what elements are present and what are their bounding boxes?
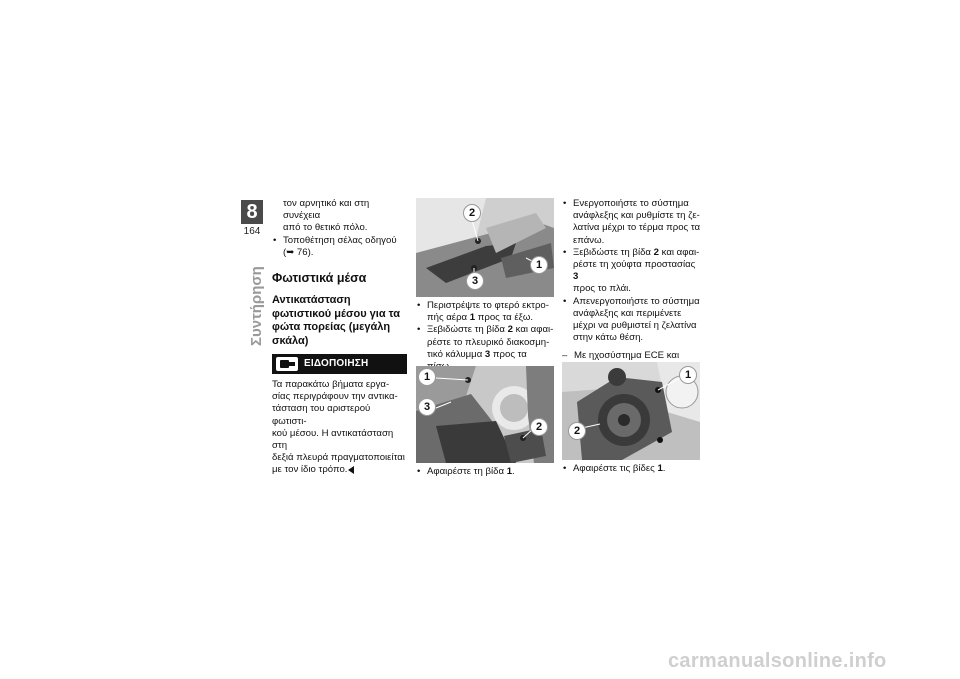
page-ref-arrow-icon: ➥ bbox=[286, 246, 295, 258]
notice-text-line: σίας περιγράφουν την αντικα- bbox=[272, 391, 398, 403]
text-span: προς τα έξω. bbox=[475, 312, 534, 324]
part-ref: 1 bbox=[657, 463, 663, 474]
column-2-bottom bbox=[416, 466, 554, 478]
subsection-heading-line: φωτιστικού μέσου για τα bbox=[272, 307, 401, 320]
bullet-line bbox=[573, 247, 702, 259]
bullet-line bbox=[573, 259, 702, 283]
text-span: και αφαι- bbox=[658, 246, 700, 258]
text-span: Ξεβιδώστε τη βίδα bbox=[427, 324, 508, 336]
bullet-line: • Περιστρέψτε το φτερό εκτρο- bbox=[427, 300, 549, 311]
callout-label: 2 bbox=[530, 418, 548, 436]
bullet-line: ρέστε το πλευρικό διακοσμη- bbox=[427, 336, 550, 348]
text-span: Ξεβιδώστε τη βίδα bbox=[573, 246, 654, 258]
bullet-line bbox=[427, 324, 554, 336]
bullet-line: επάνω. bbox=[573, 234, 605, 246]
callout-label: 3 bbox=[418, 398, 436, 416]
notice-text-line: κού μέσου. Η αντικατάσταση στη bbox=[272, 427, 394, 452]
column-3-bottom bbox=[562, 463, 702, 475]
chapter-title-vertical bbox=[248, 236, 268, 346]
subsection-heading bbox=[272, 294, 407, 348]
part-ref: 1 bbox=[469, 312, 476, 324]
text-span: και αφαι- bbox=[512, 324, 554, 336]
notice-text-last: με τον ίδιο τρόπο. bbox=[272, 464, 348, 476]
bullet-item bbox=[562, 296, 702, 345]
bullet-item bbox=[562, 247, 702, 296]
part-ref: 1 bbox=[506, 466, 513, 477]
section-heading: Φωτιστικά μέσα bbox=[272, 271, 367, 286]
text-span: τικό κάλυμμα bbox=[427, 348, 485, 360]
bullet-item bbox=[562, 463, 702, 475]
page-number: 164 bbox=[243, 226, 261, 237]
subsection-heading-line: Αντικατάσταση bbox=[272, 294, 351, 307]
photo-1-illustration bbox=[416, 198, 554, 297]
notice-text-line: δεξιά πλευρά πραγματοποιείται bbox=[272, 452, 405, 464]
bullet-line: μέχρι να ρυθμιστεί η ζελατίνα bbox=[573, 320, 697, 332]
text-span: . bbox=[512, 466, 515, 477]
bullet-item bbox=[416, 300, 554, 324]
bullet-item bbox=[562, 198, 702, 247]
part-ref: 3 bbox=[484, 348, 491, 360]
column-2 bbox=[416, 300, 554, 373]
subsection-heading-line: φώτα πορείας (μεγάλη bbox=[272, 321, 391, 334]
bullet-line bbox=[283, 247, 407, 259]
bullet-item bbox=[416, 466, 554, 478]
notice-label: ΕΙΔΟΠΟΙΗΣΗ bbox=[304, 357, 369, 369]
bullet-line: προς το πλάι. bbox=[573, 283, 631, 295]
subsection-heading-line: σκάλα) bbox=[272, 334, 309, 347]
page-ref-number: 76). bbox=[294, 246, 314, 258]
part-ref: 2 bbox=[507, 324, 513, 336]
callout-label: 2 bbox=[568, 422, 586, 440]
notice-text-line bbox=[272, 464, 407, 476]
bullet-line: λατίνα μέχρι το τέρμα προς τα bbox=[573, 222, 701, 234]
callout-label: 1 bbox=[530, 256, 548, 274]
chapter-number-tab: 8 bbox=[241, 200, 263, 224]
bullet-line: ανάφλεξης και ρυθμίστε τη ζε- bbox=[573, 210, 700, 222]
callout-label: 3 bbox=[466, 272, 484, 290]
photo-windshield-deflector bbox=[416, 198, 554, 297]
bullet-line: στην κάτω θέση. bbox=[573, 332, 644, 344]
text-span: Αφαιρέστε τη βίδα bbox=[427, 466, 507, 477]
notice-text-line: Τα παρακάτω βήματα εργα- bbox=[272, 379, 390, 391]
callout-label: 1 bbox=[679, 366, 697, 384]
text-span: . bbox=[662, 463, 666, 474]
photo-speaker-screws bbox=[562, 362, 700, 460]
bullet-line: • Απενεργοποιήστε το σύστημα bbox=[573, 295, 700, 307]
text-span: προς τα bbox=[492, 348, 527, 360]
continued-text-line: από το θετικό πόλο. bbox=[283, 222, 368, 234]
part-ref: 2 bbox=[653, 246, 659, 258]
condition-line: – Με ηχοσύστημα ECE και bbox=[574, 350, 680, 362]
photo-side-cover-screw bbox=[416, 366, 554, 463]
bullet-line bbox=[427, 312, 554, 324]
column-1 bbox=[272, 198, 407, 477]
callout-label: 1 bbox=[418, 368, 436, 386]
text-span: πής αέρα bbox=[427, 312, 470, 324]
photo-2-illustration bbox=[416, 366, 554, 463]
continued-text-line: τον αρνητικό και στη συνέχεια bbox=[283, 198, 370, 222]
watermark: carmanualsonline.info bbox=[668, 650, 887, 672]
notice-text-line: τάσταση του αριστερού φωτιστι- bbox=[272, 403, 371, 427]
notice-bar bbox=[272, 354, 407, 374]
paren-open: ( bbox=[283, 246, 287, 258]
bullet-item bbox=[272, 235, 407, 259]
motorcycle-notice-icon bbox=[276, 357, 298, 371]
bullet-line: ανάφλεξης και περιμένετε bbox=[573, 307, 682, 319]
callout-label: 2 bbox=[463, 204, 481, 222]
end-of-section-icon bbox=[348, 466, 354, 474]
text-span: ρέστε τη χούφτα προστασίας bbox=[573, 259, 696, 271]
bullet-line: • Ενεργοποιήστε το σύστημα bbox=[573, 198, 689, 209]
text-span: Αφαιρέστε τις βίδες bbox=[573, 463, 658, 474]
part-ref: 3 bbox=[573, 271, 579, 283]
notice-text bbox=[272, 379, 407, 477]
bullet-line: • Τοποθέτηση σέλας οδηγού bbox=[283, 234, 397, 246]
chapter-title-text: Συντήρηση bbox=[248, 266, 265, 346]
